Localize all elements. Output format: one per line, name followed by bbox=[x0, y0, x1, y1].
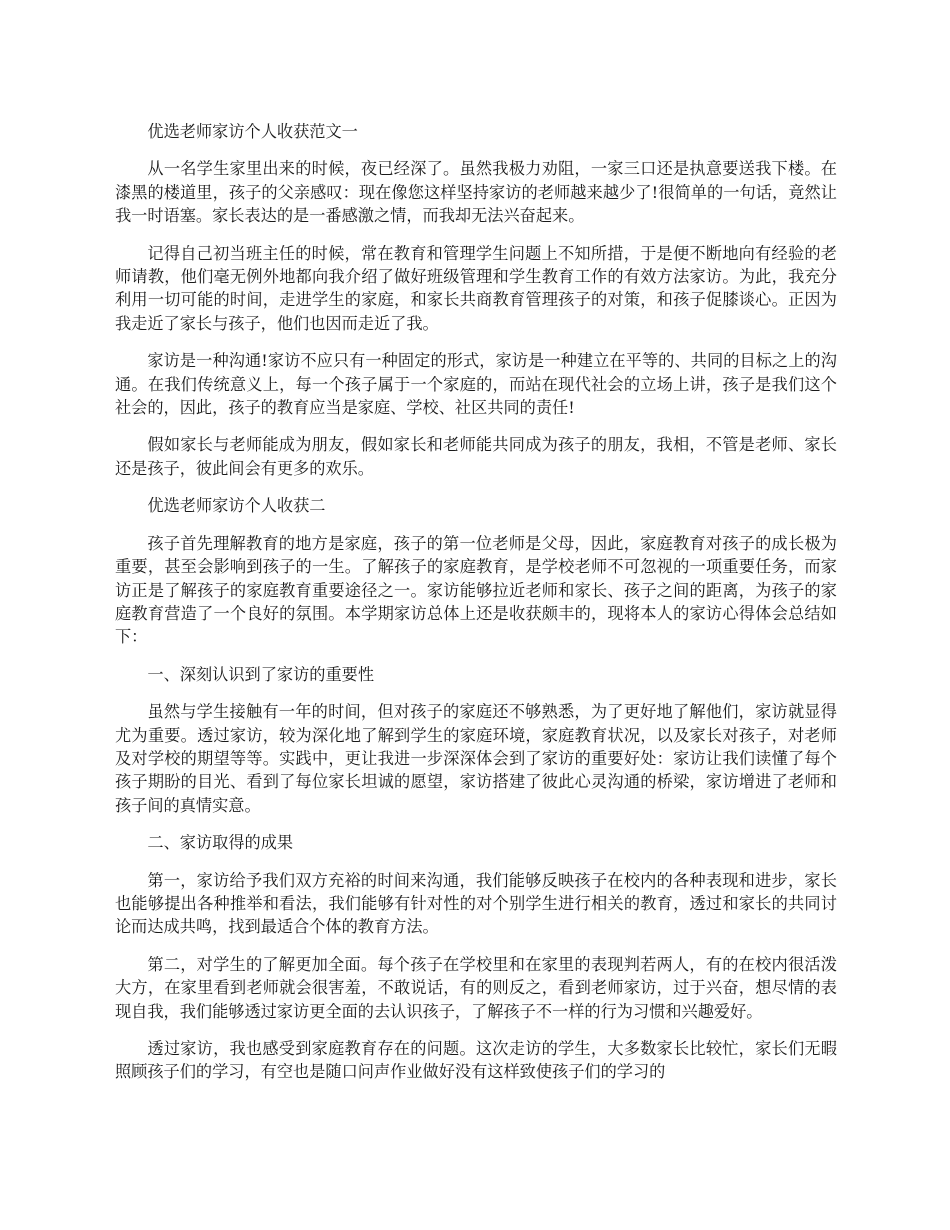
section-heading: 一、深刻认识到了家访的重要性 bbox=[147, 664, 375, 684]
body-paragraph: 家访是一种沟通!家访不应只有一种固定的形式，家访是一种建立在平等的、共同的目标之上的沟通。在我们传统意义上，每一个孩子属于一个家庭的，而站在现代社会的立场上讲，孩子是我们这个社会的，因此，孩子的教育应当是家庭、学校、社区共同的责任! bbox=[115, 351, 837, 418]
body-paragraph: 孩子首先理解教育的地方是家庭，孩子的第一位老师是父母，因此，家庭教育对孩子的成长极为重要，甚至会影响到孩子的一生。了解孩子的家庭教育，是学校老师不可忽视的一项重要任务，而家访正是了解孩子的家庭教育重要途径之一。家访能够拉近老师和家长、孩子之间的距离，为孩子的家庭教育营造了一个良好的氛围。本学期家访总体上还是收获颇丰的，现将本人的家访心得体会总结如下： bbox=[115, 533, 837, 647]
body-paragraph: 第二，对学生的了解更加全面。每个孩子在学校里和在家里的表现判若两人，有的在校内很活泼大方，在家里看到老师就会很害羞，不敢说话，有的则反之，看到老师家访，过于兴奋，想尽情的表现自我，我们能够透过家访更全面的去认识孩子，了解孩子不一样的行为习惯和兴趣爱好。 bbox=[115, 954, 837, 1021]
section-heading: 优选老师家访个人收获二 bbox=[147, 496, 326, 516]
section-heading: 优选老师家访个人收获范文一 bbox=[147, 122, 358, 141]
body-paragraph: 第一，家访给予我们双方充裕的时间来沟通，我们能够反映孩子在校内的各种表现和进步，家长也能够提出各种推举和看法，我们能够有针对性的对个别学生进行相关的教育，透过和家长的共同讨论而达成共鸣，找到最适合个体的教育方法。 bbox=[115, 870, 837, 937]
body-paragraph: 从一名学生家里出来的时候，夜已经深了。虽然我极力劝阻，一家三口还是执意要送我下楼。在漆黑的楼道里，孩子的父亲感叹：现在像您这样坚持家访的老师越来越少了!很简单的一句话，竟然让我一时语塞。家长表达的是一番感激之情，而我却无法兴奋起来。 bbox=[115, 159, 837, 226]
body-paragraph: 虽然与学生接触有一年的时间，但对孩子的家庭还不够熟悉，为了更好地了解他们，家访就显得尤为重要。透过家访，较为深化地了解到学生的家庭环境，家庭教育状况，以及家长对孩子，对老师及对学校的期望等等。实践中，更让我进一步深深体会到了家访的重要好处：家访让我们读懂了每个孩子期盼的目光、看到了每位家长坦诚的愿望，家访搭建了彼此心灵沟通的桥梁，家访增进了老师和孩子间的真情实意。 bbox=[115, 702, 837, 815]
body-paragraph: 透过家访，我也感受到家庭教育存在的问题。这次走访的学生，大多数家长比较忙，家长们无暇照顾孩子们的学习，有空也是随口问声作业做好没有这样致使孩子们的学习的 bbox=[115, 1039, 837, 1082]
body-paragraph: 记得自己初当班主任的时候，常在教育和管理学生问题上不知所措，于是便不断地向有经验的老师请教，他们毫无例外地都向我介绍了做好班级管理和学生教育工作的有效方法家访。为此，我充分利用一切可能的时间，走进学生的家庭，和家长共商教育管理孩子的对策，和孩子促膝谈心。正因为我走近了家长与孩子，他们也因而走近了我。 bbox=[115, 243, 837, 333]
document-page bbox=[115, 120, 837, 1098]
body-paragraph: 假如家长与老师能成为朋友，假如家长和老师能共同成为孩子的朋友，我相，不管是老师、家长还是孩子，彼此间会有更多的欢乐。 bbox=[115, 435, 837, 478]
section-heading: 二、家访取得的成果 bbox=[147, 833, 294, 853]
